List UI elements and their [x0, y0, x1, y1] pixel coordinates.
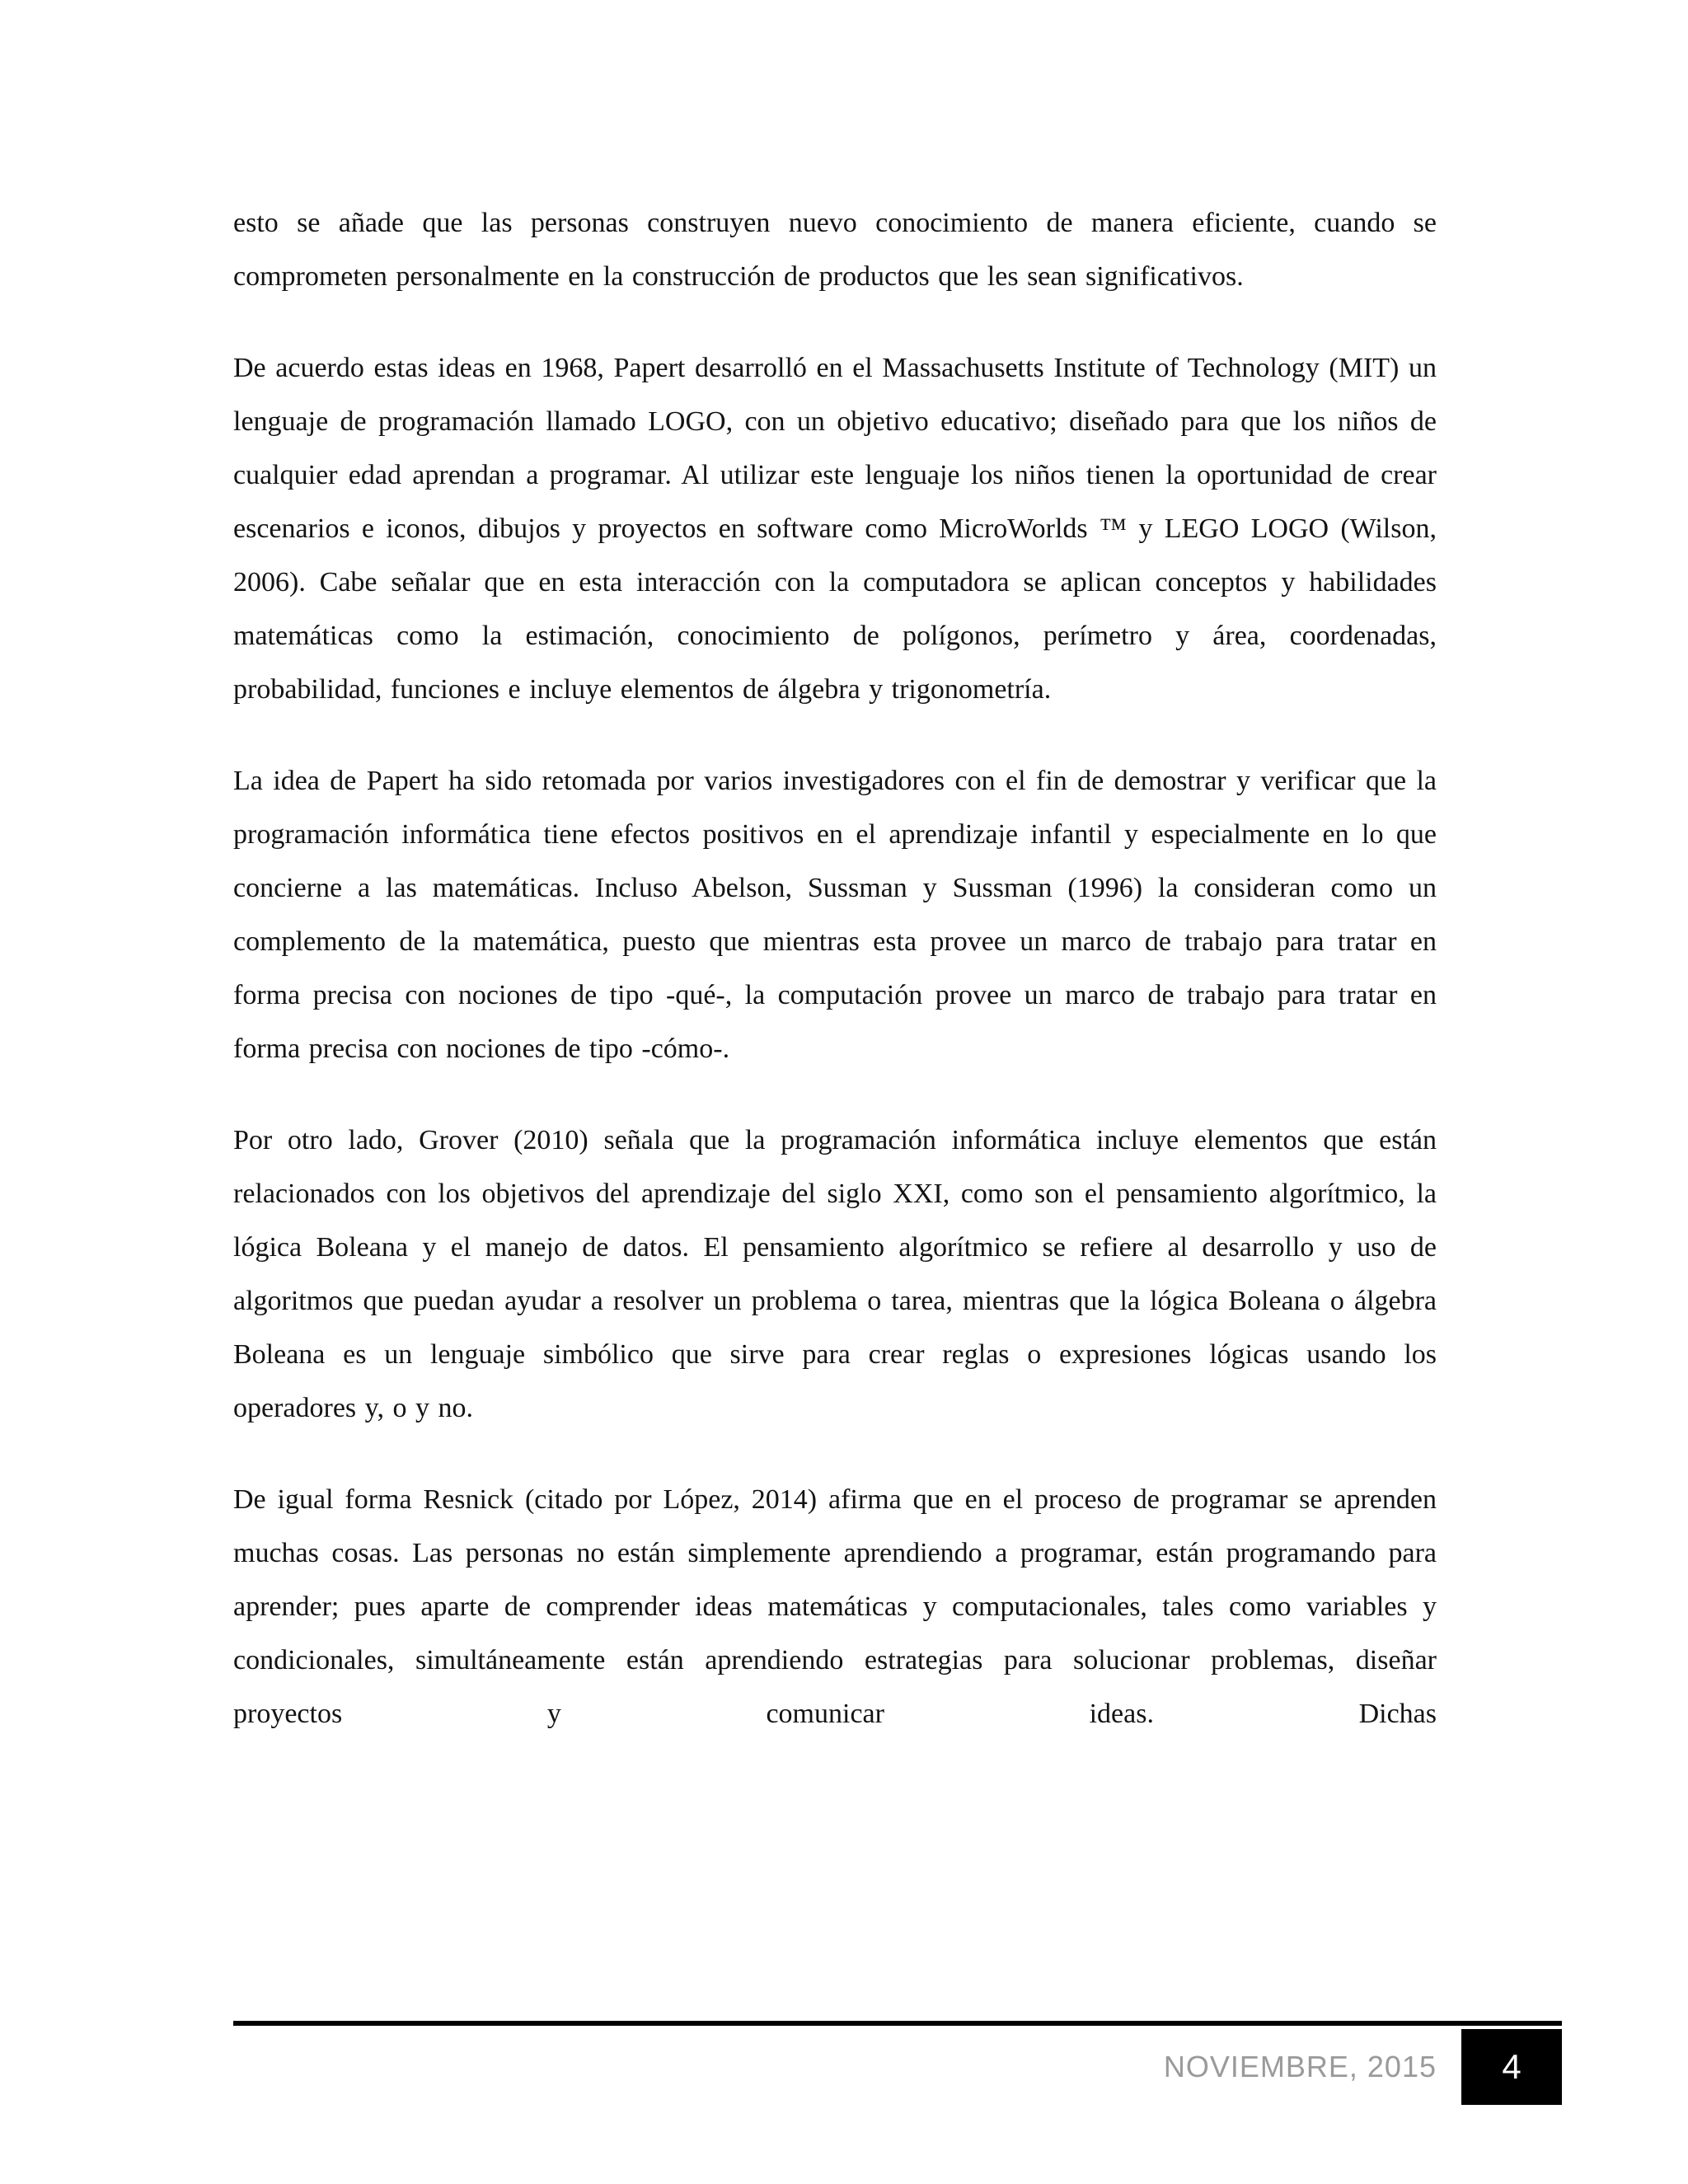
page-body-text [233, 196, 1437, 1779]
page-number-box [1461, 2029, 1562, 2105]
paragraph: De igual forma Resnick (citado por López, 2014) afirma que en el proceso de programar se aprenden muchas cosas. Las personas no están simplemente aprendiendo a programar, están programando para aprender; pues aparte de comprender ideas matemáticas y computacionales, tales como variables y condicionales, simultáneamente están aprendiendo estrategias para solucionar problemas, diseñar proyectos y comunicar ideas. Dichas [233, 1484, 1437, 1729]
footer-rule [233, 2021, 1562, 2026]
paragraph: Por otro lado, Grover (2010) señala que la programación informática incluye elementos que están relacionados con los objetivos del aprendizaje del siglo XXI, como son el pensamiento algorítmico, la lógica Boleana y el manejo de datos. El pensamiento algorítmico se refiere al desarrollo y uso de algoritmos que puedan ayudar a resolver un problema o tarea, mientras que la lógica Boleana o álgebra Boleana es un lenguaje simbólico que sirve para crear reglas o expresiones lógicas usando los operadores y, o y no. [233, 1125, 1437, 1423]
paragraph: De acuerdo estas ideas en 1968, Papert desarrolló en el Massachusetts Institute of Technology (MIT) un lenguaje de programación llamado LOGO, con un objetivo educativo; diseñado para que los niños de cualquier edad aprendan a programar. Al utilizar este lenguaje los niños tienen la oportunidad de crear escenarios e iconos, dibujos y proyectos en software como MicroWorlds ™ y LEGO LOGO (Wilson, 2006). Cabe señalar que en esta interacción con la computadora se aplican conceptos y habilidades matemáticas como la estimación, conocimiento de polígonos, perímetro y área, coordenadas, probabilidad, funciones e incluye elementos de álgebra y trigonometría. [233, 353, 1437, 705]
paragraph: esto se añade que las personas construyen nuevo conocimiento de manera eficiente, cuando se comprometen personalmente en la construcción de productos que les sean significativos. [233, 208, 1437, 292]
footer-date: NOVIEMBRE, 2015 [1163, 2050, 1437, 2083]
footer-row [233, 2029, 1562, 2105]
page-footer [233, 2021, 1562, 2105]
paragraph: La idea de Papert ha sido retomada por varios investigadores con el fin de demostrar y verificar que la programación informática tiene efectos positivos en el aprendizaje infantil y especialmente en lo que concierne a las matemáticas. Incluso Abelson, Sussman y Sussman (1996) la consideran como un complemento de la matemática, puesto que mientras esta provee un marco de trabajo para tratar en forma precisa con nociones de tipo -qué-, la computación provee un marco de trabajo para tratar en forma precisa con nociones de tipo -cómo-. [233, 766, 1437, 1064]
page-number: 4 [1502, 2047, 1522, 2086]
